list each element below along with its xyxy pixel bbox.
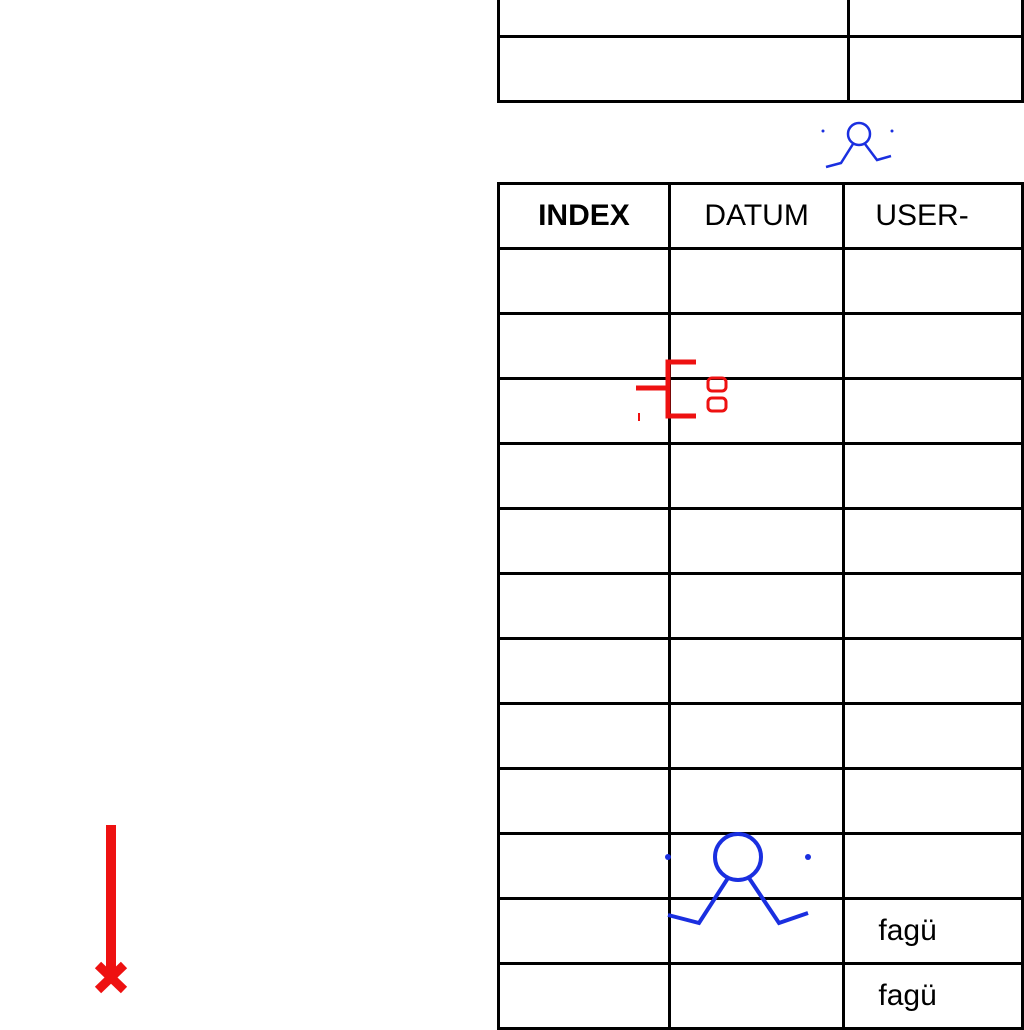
table-row [499,0,1023,37]
datum-cell [669,639,844,704]
table-cell [849,0,1023,37]
bracket-annotation-icon [630,350,740,430]
table-row [499,769,1023,834]
datum-cell [669,574,844,639]
user-cell [844,704,1023,769]
table-row [499,444,1023,509]
table-row [499,639,1023,704]
datum-cell [669,249,844,314]
index-cell [499,509,670,574]
table-row [499,704,1023,769]
column-header-user: USER- [844,184,1023,249]
index-cell [499,769,670,834]
index-cell [499,964,670,1029]
user-cell [844,639,1023,704]
column-header-datum: DATUM [669,184,844,249]
table-row [499,509,1023,574]
index-cell [499,444,670,509]
column-header-index: INDEX [499,184,670,249]
table-cell [499,37,849,102]
user-cell [844,509,1023,574]
index-cell [499,574,670,639]
table-row [499,574,1023,639]
table-row [499,379,1023,444]
table-row [499,249,1023,314]
index-cell [499,834,670,899]
user-cell: fagü [844,964,1023,1029]
user-cell [844,314,1023,379]
table-header-row [499,184,1023,249]
user-cell [844,769,1023,834]
top-partial-table [497,0,1024,103]
red-marker-line-icon [88,820,136,1000]
table-row [499,37,1023,102]
table-cell [499,0,849,37]
person-icon-large [655,830,820,930]
user-cell [844,249,1023,314]
index-cell [499,704,670,769]
person-icon-small [815,118,900,170]
table-row [499,314,1023,379]
datum-cell [669,769,844,834]
table-cell [849,37,1023,102]
user-cell: fagü [844,899,1023,964]
datum-cell [669,444,844,509]
datum-cell [669,704,844,769]
table-row [499,964,1023,1029]
datum-cell [669,509,844,574]
user-cell [844,444,1023,509]
user-cell [844,574,1023,639]
index-cell [499,639,670,704]
user-cell [844,834,1023,899]
index-cell [499,899,670,964]
user-cell [844,379,1023,444]
datum-cell [669,964,844,1029]
index-cell [499,249,670,314]
